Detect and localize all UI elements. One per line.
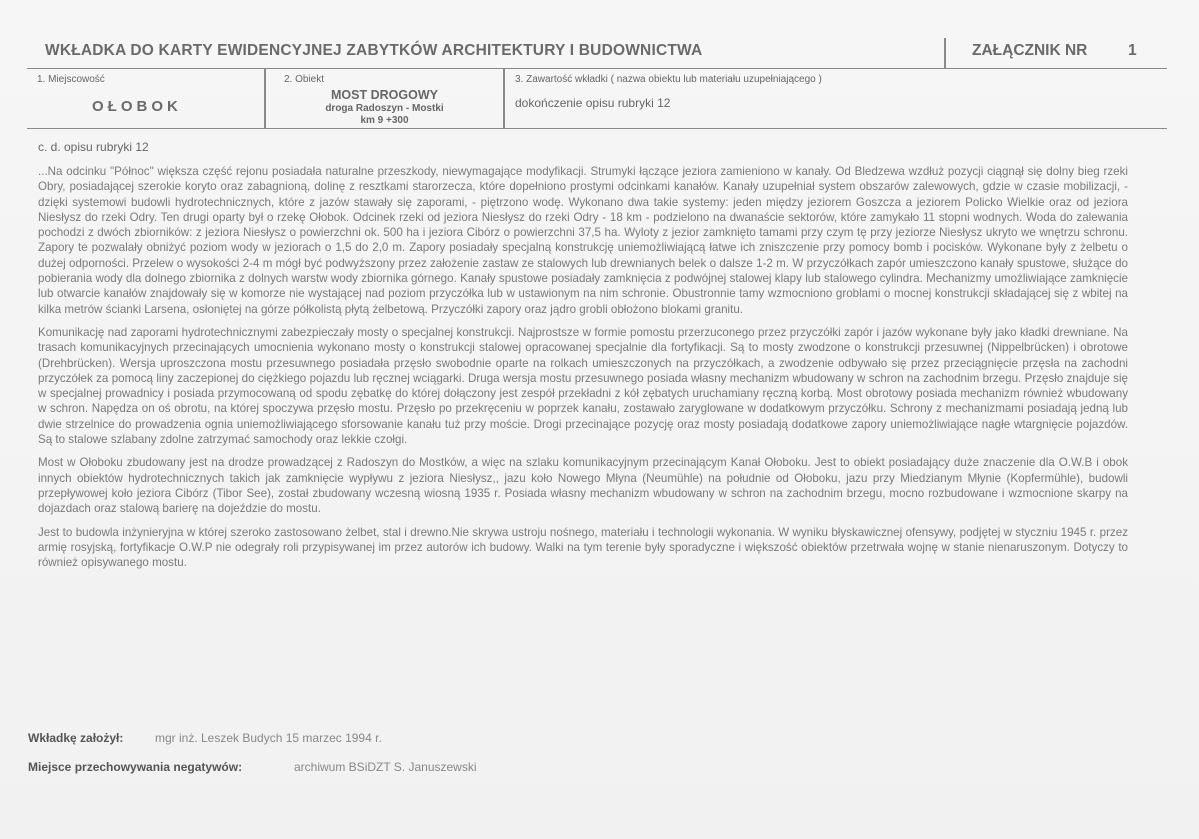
locality-value: OŁOBOK bbox=[92, 98, 182, 115]
founded-row bbox=[28, 731, 382, 745]
object-km: km 9 +300 bbox=[360, 115, 409, 126]
storage-label: Miejsce przechowywania negatywów: bbox=[28, 760, 243, 774]
contents-value: dokończenie opisu rubryki 12 bbox=[515, 96, 671, 110]
object-label: 2. Obiekt bbox=[284, 74, 325, 85]
annex-label: ZAŁĄCZNIK NR bbox=[972, 42, 1088, 59]
header-divider bbox=[944, 38, 946, 68]
card-header bbox=[27, 36, 1167, 69]
storage-value: archiwum BSiDZT S. Januszewski bbox=[294, 760, 477, 774]
paragraph: ...Na odcinku "Północ" większa część rejonu posiadała naturalne przeszkody, niewymagające modyfikacji. Strumyki łączące jeziora zamieniono w kanały. Od Bledzewa wzdłuż pozycji ciągnął się dolny bieg rzeki Obry, posiadającej szerokie koryto oraz zabagnioną, dolinę z resztkami starorzecza, które dopełniono prostymi odcinkami kanałów. Kanały uzupełniał system obszarów zalewowych, gdzie w czasie mobilizacji, - dzięki systemowi budowli hydrotechnicznych, które z jazów stawały się zaporami, - piętrzono wodę. Wykonano dwa takie systemy: jeden między jeziorem Goszcza a jeziorem Policko Wielkie oraz od jeziora Niesłysz do rzeki Odry. Ten drugi oparty był o rzekę Ołobok. Odcinek rzeki od jeziora Niesłysz do rzeki Odry - 18 km - podzielono na dwanaście sektorów, które zamykało 11 stopni wodnych. Woda do zalewania pochodzi z dwóch zbiorników: z jeziora Niesłysz o powierzchni ok. 500 ha i jeziora Cibórz o powierzchni 37,5 ha. Wyloty z jezior zamknięto tamami przy czym tę przy jeziorze Niesłysz ukryto we wnętrzu schronu. Zapory te pozwalały obniżyć poziom wody w jeziorach o 1,5 do 2,0 m. Zapory posiadały specjalną konstrukcję uniemożliwiającą łatwe ich zniszczenie przy pomocy bomb i pocisków. Wykonane były z żelbetu o dużej odporności. Przelew o wysokości 2-4 m mógł być podwyższony przez założenie zastaw ze stalowych lub drewnianych belek o dalsze 1-2 m. W przyczółkach zapór umieszczono kanały spustowe, służące do pobierania wody dla dolnego zbiornika z dolnych warstw wody zbiornika górnego. Kanały spustowe posiadały zamknięcia z podwójnej stalowej klapy lub stalowego cylindra. Mechanizmy umożliwiające zamknięcie lub otwarcie kanałów znajdowały się w komorze nie wystającej nad poziom przyczółka lub w ustawionym na nim schronie. Obustronnie tamy wzmocniono groblami o mocnej konstrukcji składającej się z wbitej na kilka metrów ścianki Larsena, osłoniętej na górze półkolistą płytą żelbetową. Przyczółki zapory oraz jądro grobli obłożono blokami granitu. bbox=[38, 165, 1128, 316]
founded-value: mgr inż. Leszek Budych 15 marzec 1994 r. bbox=[155, 731, 382, 745]
locality-field bbox=[27, 68, 264, 128]
storage-row bbox=[28, 760, 477, 774]
object-name: MOST DROGOWY bbox=[331, 88, 438, 102]
paragraph: Most w Ołoboku zbudowany jest na drodze prowadzącej z Radoszyn do Mostków, a więc na szlaku komunikacyjnym przecinającym Kanał Ołoboku. Jest to obiekt posiadający duże znaczenie dla O.W.B i obok innych obiektów hydrotechnicznych takich jak zamknięcie wypływu z jeziora Niesłysz,, jazu koło Nowego Młyna (Neumühle) na południe od Ołoboku, jazu przy Miedzianym Młynie (Kopfermühle), budowli przepływowej koło jeziora Cibórz (Tibor See), został zbudowany wczesną wiosną 1935 r. Posiada własny mechanizm wbudowany w schron na zachodnim brzegu, mocno rozbudowane i wzmocnione skarpy na dojazdach oraz stalową barierę na dojeździe do mostu. bbox=[38, 456, 1128, 516]
locality-label: 1. Miejscowość bbox=[37, 74, 105, 85]
fields-row bbox=[27, 68, 1167, 129]
object-field bbox=[266, 68, 503, 128]
paragraph: Jest to budowla inżynieryjna w której szeroko zastosowano żelbet, stal i drewno.Nie skrywa ustroju nośnego, materiału i technologii wykonania. W wyniku błyskawicznej ofensywy, podjętej w styczniu 1945 r. przez armię rosyjską, fortyfikacje O.W.P nie odegrały roli przypisywanej im przez autorów ich budowy. Walki na tym terenie były sporadyczne i większość obiektów przetrwała wojnę w stanie nienaruszonym. Dotyczy to również opisywanego mostu. bbox=[38, 525, 1128, 570]
description-body bbox=[38, 164, 1128, 578]
contents-field bbox=[505, 68, 1167, 128]
section-subheading: c. d. opisu rubryki 12 bbox=[38, 140, 149, 154]
contents-label: 3. Zawartość wkładki ( nazwa obiektu lub materiału uzupełniającego ) bbox=[515, 74, 822, 85]
annex-number: 1 bbox=[1128, 42, 1137, 59]
object-road: droga Radoszyn - Mostki bbox=[325, 103, 444, 114]
founded-label: Wkładkę założył: bbox=[28, 731, 124, 745]
paragraph: Komunikację nad zaporami hydrotechnicznymi zabezpieczały mosty o specjalnej konstrukcji. Najprostsze w formie pomostu przerzuconego przez przyczółki zapór i jazów wykonane były jako kładki drewniane. Na trasach komunikacyjnych przecinających umocnienia wykonano mosty o konstrukcji stalowej opracowanej specjalnie dla fortyfikacji. Są to mosty zwodzone o konstrukcji przesuwnej (Nippelbrücken) i obrotowe (Drehbrücken). Wersja uproszczona mostu przesuwnego posiadała przęsło swobodnie oparte na rolkach umieszczonych na przyczółkach, a zwodzenie odbywało się przez przeciągnięcie przęsła na zachodni przyczółek za pomocą liny zaczepionej do ciężkiego pojazdu lub ręcznej wciągarki. Druga wersja mostu przesuwnego posiada własny mechanizm wbudowany w schron na zachodnim brzegu. Przęsło znajduje się w specjalnej prowadnicy i posiada przymocowaną od spodu zębatkę do której dołączony jest zespół przekładni z kół zębatych uruchamiany ręczną korbą. Most obrotowy posiada mechanizm również wbudowany w schron. Napędza on oś obrotu, na której spoczywa przęsło mostu. Przęsło po przekręceniu w poprzek kanału, zostawało zaryglowane w dodatkowym przyczółku. Schrony z mechanizmami posiadają jedną lub dwie strzelnice do prowadzenia ognia uniemożliwiającego sforsowanie kanału tuż przy moście. Drogi przecinające pozycję oraz mosty posiadają dodatkowe zapory uniemożliwiające nagłe wtargnięcie pojazdów. Są to stalowe szlabany zdolne zatrzymać samochody oraz lekkie czołgi. bbox=[38, 325, 1128, 447]
card-title: WKŁADKA DO KARTY EWIDENCYJNEJ ZABYTKÓW ARCHITEKTURY I BUDOWNICTWA bbox=[45, 42, 703, 59]
